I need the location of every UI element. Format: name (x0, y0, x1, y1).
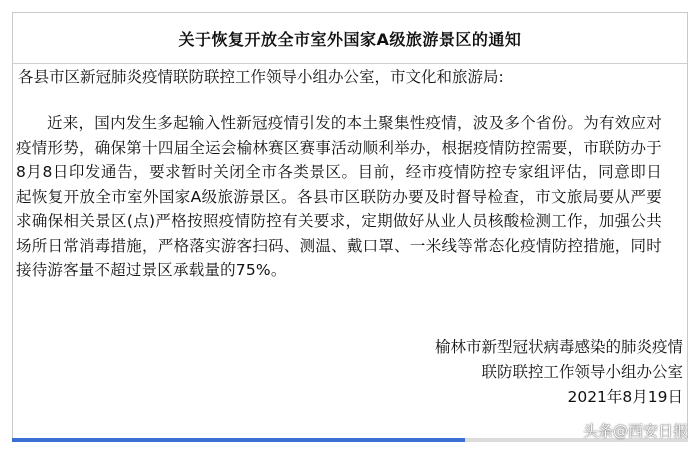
source-watermark: 头条@西安日报 (582, 422, 688, 440)
notice-date: 2021年8月19日 (567, 388, 683, 406)
notice-recipient: 各县市区新冠肺炎疫情联防联控工作领导小组办公室，市文化和旅游局: (18, 68, 504, 86)
notice-title: 关于恢复开放全市室外国家A级旅游景区的通知 (178, 29, 522, 49)
notice-body: 近来，国内发生多起输入性新冠疫情引发的本土聚集性疫情，波及多个省份。为有效应对疫情形势，确保第十四届全运会榆林赛区赛事活动顺利举办，根据疫情防控需要，市联防办于8月8日印发通告，要求暂时关闭全市各类景区。目前，经市疫情防控专家组评估，同意即日起恢复开放全市室外国家A级旅游景区。各县市区联防办要及时督导检查，市文旅局要从严要求确保相关景区(点)严格按照疫情防控有关要求，定期做好从业人员核酸检测工作，加强公共场所日常消毒措施，严格落实游客扫码、测温、戴口罩、一米线等常态化疫情防控措施，同时接待游客量不超过景区承载量的75%。 (16, 114, 662, 279)
title-bar (13, 13, 687, 64)
signature-line-2: 联防联控工作领导小组办公室 (481, 363, 683, 381)
image-progress-fill (12, 438, 465, 442)
signature-line-1: 榆林市新型冠状病毒感染的肺炎疫情 (434, 338, 683, 356)
